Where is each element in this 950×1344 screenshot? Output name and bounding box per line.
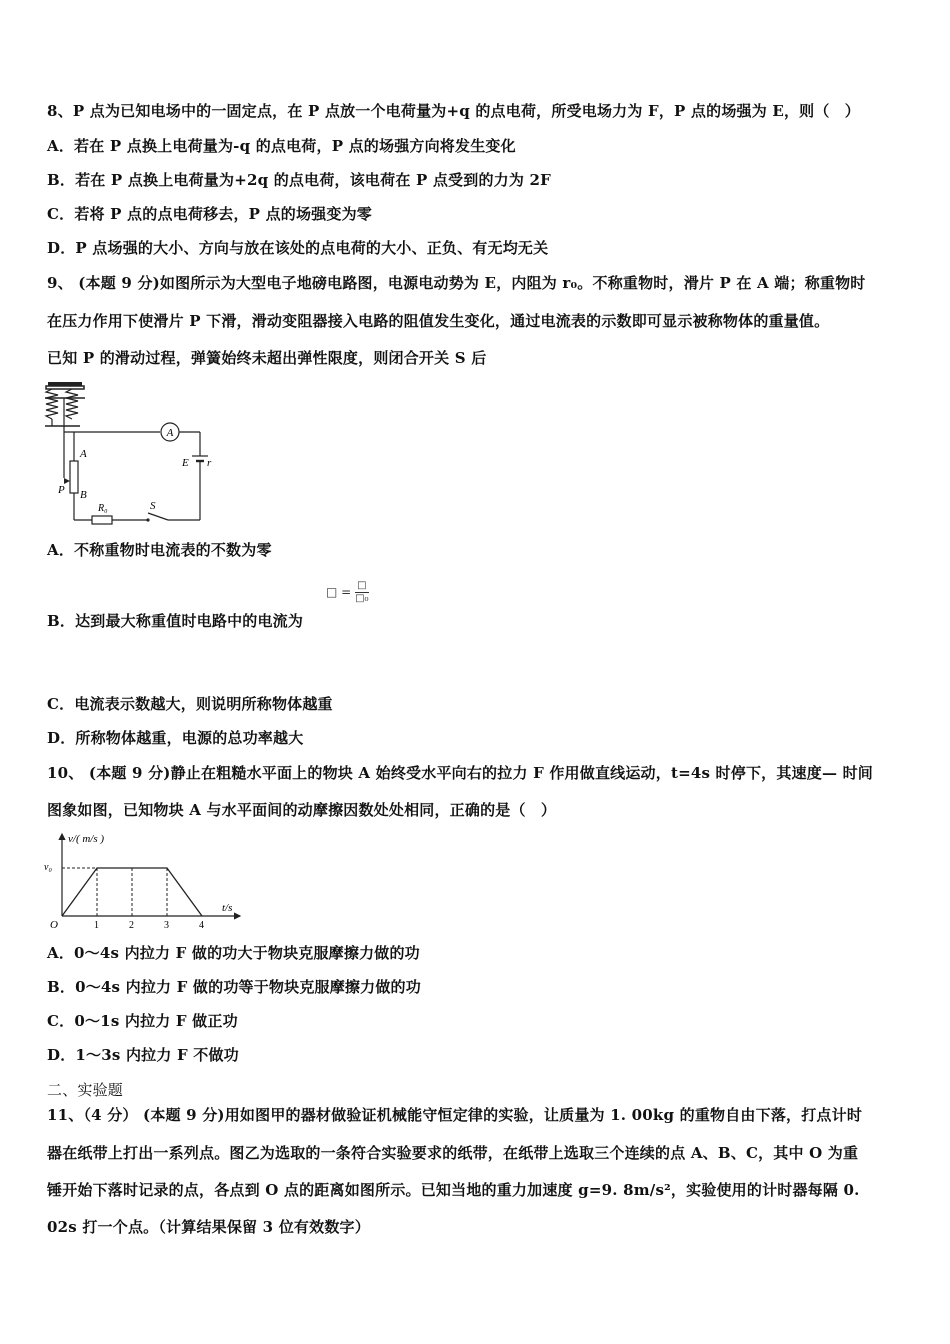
vt-graph bbox=[40, 828, 250, 933]
q9-stem-line-1: 9、 (本题 9 分)如图所示为大型电子地磅电路图，电源电动势为 E，内阻为 r₀。不称重物时，滑片 P 在 A 端；称重物时 bbox=[47, 274, 866, 292]
spring-left bbox=[46, 389, 58, 419]
rheostat-end-a-label: A bbox=[80, 448, 87, 460]
formula-numerator: □ bbox=[355, 580, 368, 593]
q8-option-c: C．若将 P 点的点电荷移去，P 点的场强变为零 bbox=[47, 205, 372, 223]
formula-eq: = bbox=[341, 585, 352, 599]
q11-stem-line-3: 锤开始下落时记录的点，各点到 O 点的距离如图所示。已知当地的重力加速度 g=9. 8m/s²，实验使用的计时器每隔 0. bbox=[47, 1181, 860, 1199]
q9-option-a: A．不称重物时电流表的不数为零 bbox=[47, 541, 272, 559]
section-heading: 二、实验题 bbox=[47, 1081, 124, 1099]
q9-circuit-diagram bbox=[40, 378, 220, 526]
x-tick-label-3: 3 bbox=[164, 920, 169, 931]
slider-p-arrow bbox=[64, 478, 70, 484]
q10-option-a: A．0～4s 内拉力 F 做的功大于物块克服摩擦力做的功 bbox=[47, 944, 420, 962]
q8-option-d: D．P 点场强的大小、方向与放在该处的点电荷的大小、正负、有无均无关 bbox=[47, 239, 549, 257]
q11-stem-line-4: 02s 打一个点。（计算结果保留 3 位有效数字） bbox=[47, 1218, 370, 1236]
switch-blade bbox=[148, 513, 168, 520]
q10-stem-line-2: 图象如图，已知物块 A 与水平面间的动摩擦因数处处相同，正确的是（ ） bbox=[47, 801, 557, 819]
q9-option-b: B．达到最大称重值时电路中的电流为 bbox=[47, 612, 304, 630]
formula-denominator: □₀ bbox=[355, 593, 369, 604]
q9-stem-line-2: 在压力作用下使滑片 P 下滑，滑动变阻器接入电路的阻值发生变化，通过电流表的示数即可显示被称物体的重量值。 bbox=[47, 312, 830, 330]
q10-stem-line-1: 10、 (本题 9 分)静止在粗糙水平面上的物块 A 始终受水平向右的拉力 F 作用做直线运动，t=4s 时停下，其速度— 时间 bbox=[47, 764, 873, 782]
x-tick-label-2: 2 bbox=[129, 920, 134, 931]
q10-option-d: D．1～3s 内拉力 F 不做功 bbox=[47, 1046, 239, 1064]
spring-right bbox=[66, 389, 78, 419]
q9-stem-line-3: 已知 P 的滑动过程，弹簧始终未超出弹性限度，则闭合开关 S 后 bbox=[47, 349, 487, 367]
origin-label: O bbox=[50, 919, 58, 931]
resistor-r0-label: R₀ bbox=[98, 503, 108, 514]
q11-stem-line-1: 11、（4 分） (本题 9 分)用如图甲的器材做验证机械能守恒定律的实验，让质量为 1. 00kg 的重物自由下落，打点计时 bbox=[47, 1106, 863, 1124]
slider-p-label: P bbox=[58, 484, 65, 496]
rheostat-end-b-label: B bbox=[80, 489, 87, 501]
q11-stem-line-2: 器在纸带上打出一系列点。图乙为选取的一条符合实验要求的纸带，在纸带上选取三个连续的点 A、B、C，其中 O 为重 bbox=[47, 1144, 859, 1162]
q8-stem: 8、P 点为已知电场中的一固定点，在 P 点放一个电荷量为+q 的点电荷，所受电场力为 F，P 点的场强为 E，则（ ） bbox=[47, 102, 860, 120]
q10-option-c: C．0～1s 内拉力 F 做正功 bbox=[47, 1012, 238, 1030]
resistor-r0 bbox=[92, 516, 112, 524]
x-axis-label: t/s bbox=[222, 902, 233, 914]
y-tick-v0: v₀ bbox=[44, 862, 52, 873]
q9-option-d: D．所称物体越重，电源的总功率越大 bbox=[47, 729, 304, 747]
q9-formula-image bbox=[326, 580, 369, 605]
x-tick-label-1: 1 bbox=[94, 920, 99, 931]
y-axis-label: v/( m/s ) bbox=[68, 833, 105, 845]
emf-label: E bbox=[182, 457, 189, 469]
ammeter-label: A bbox=[166, 427, 174, 439]
formula-lhs: □ bbox=[326, 585, 338, 599]
slide-rheostat bbox=[70, 461, 78, 493]
q10-option-b: B．0～4s 内拉力 F 做的功等于物块克服摩擦力做的功 bbox=[47, 978, 421, 996]
internal-resistance-label: r bbox=[207, 457, 212, 469]
q8-option-a: A．若在 P 点换上电荷量为-q 的点电荷，P 点的场强方向将发生变化 bbox=[47, 137, 516, 155]
q9-option-c: C．电流表示数越大，则说明所称物体越重 bbox=[47, 695, 333, 713]
x-tick-label-4: 4 bbox=[199, 920, 204, 931]
formula-fraction bbox=[355, 580, 368, 605]
switch-label: S bbox=[150, 500, 156, 512]
q8-option-b: B．若在 P 点换上电荷量为+2q 的点电荷，该电荷在 P 点受到的力为 2F bbox=[47, 171, 551, 189]
